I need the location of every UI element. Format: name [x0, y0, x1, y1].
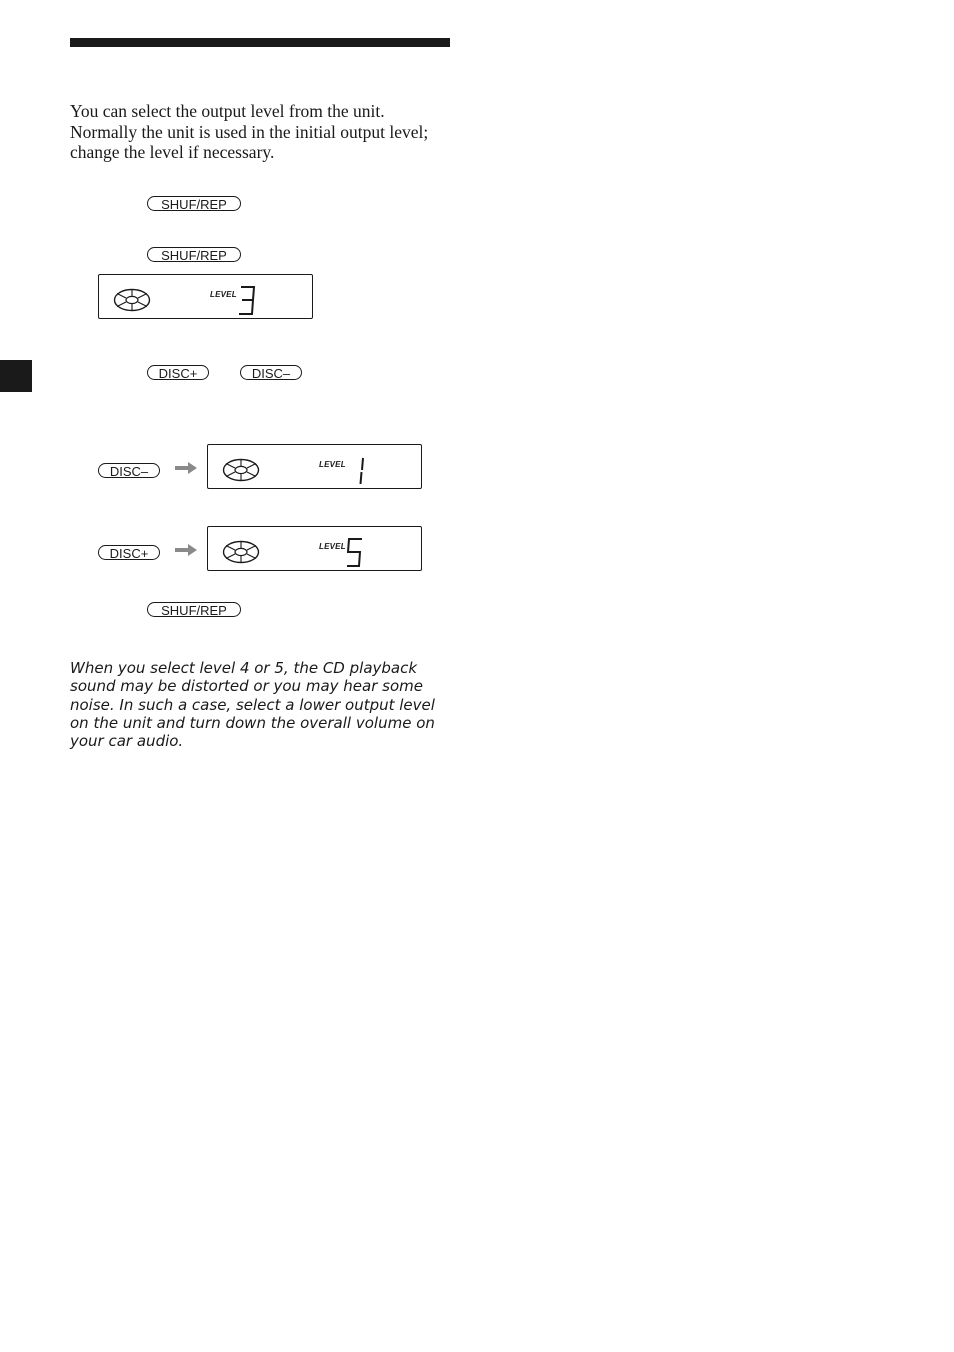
level-digit [353, 455, 371, 487]
level-digit [238, 285, 256, 317]
level-label: LEVEL [319, 460, 346, 469]
disc-icon [222, 540, 260, 564]
level-label: LEVEL [210, 290, 237, 299]
disc-plus-button[interactable]: DISC+ [98, 545, 160, 560]
disc-minus-button[interactable]: DISC– [98, 463, 160, 478]
shuf-rep-button[interactable]: SHUF/REP [147, 196, 241, 211]
lcd-display-initial [98, 274, 313, 319]
lcd-display-lower [207, 444, 422, 489]
disc-icon [113, 288, 151, 312]
intro-text: You can select the output level from the unit. Normally the unit is used in the initial output level; change the level if necessary. [70, 101, 429, 162]
right-arrow-icon [175, 544, 197, 556]
right-arrow-icon [175, 462, 197, 474]
level-digit [346, 537, 364, 569]
level-label: LEVEL [319, 542, 346, 551]
section-side-tab [0, 360, 32, 392]
note-text: When you select level 4 or 5, the CD playback sound may be distorted or you may hear some noise. In such a case, select a lower output level on the unit and turn down the overall volume on your car audio. [70, 659, 435, 751]
disc-icon [222, 458, 260, 482]
shuf-rep-button[interactable]: SHUF/REP [147, 602, 241, 617]
shuf-rep-button[interactable]: SHUF/REP [147, 247, 241, 262]
section-header-rule [70, 38, 450, 47]
disc-plus-button[interactable]: DISC+ [147, 365, 209, 380]
lcd-display-higher [207, 526, 422, 571]
disc-minus-button[interactable]: DISC– [240, 365, 302, 380]
